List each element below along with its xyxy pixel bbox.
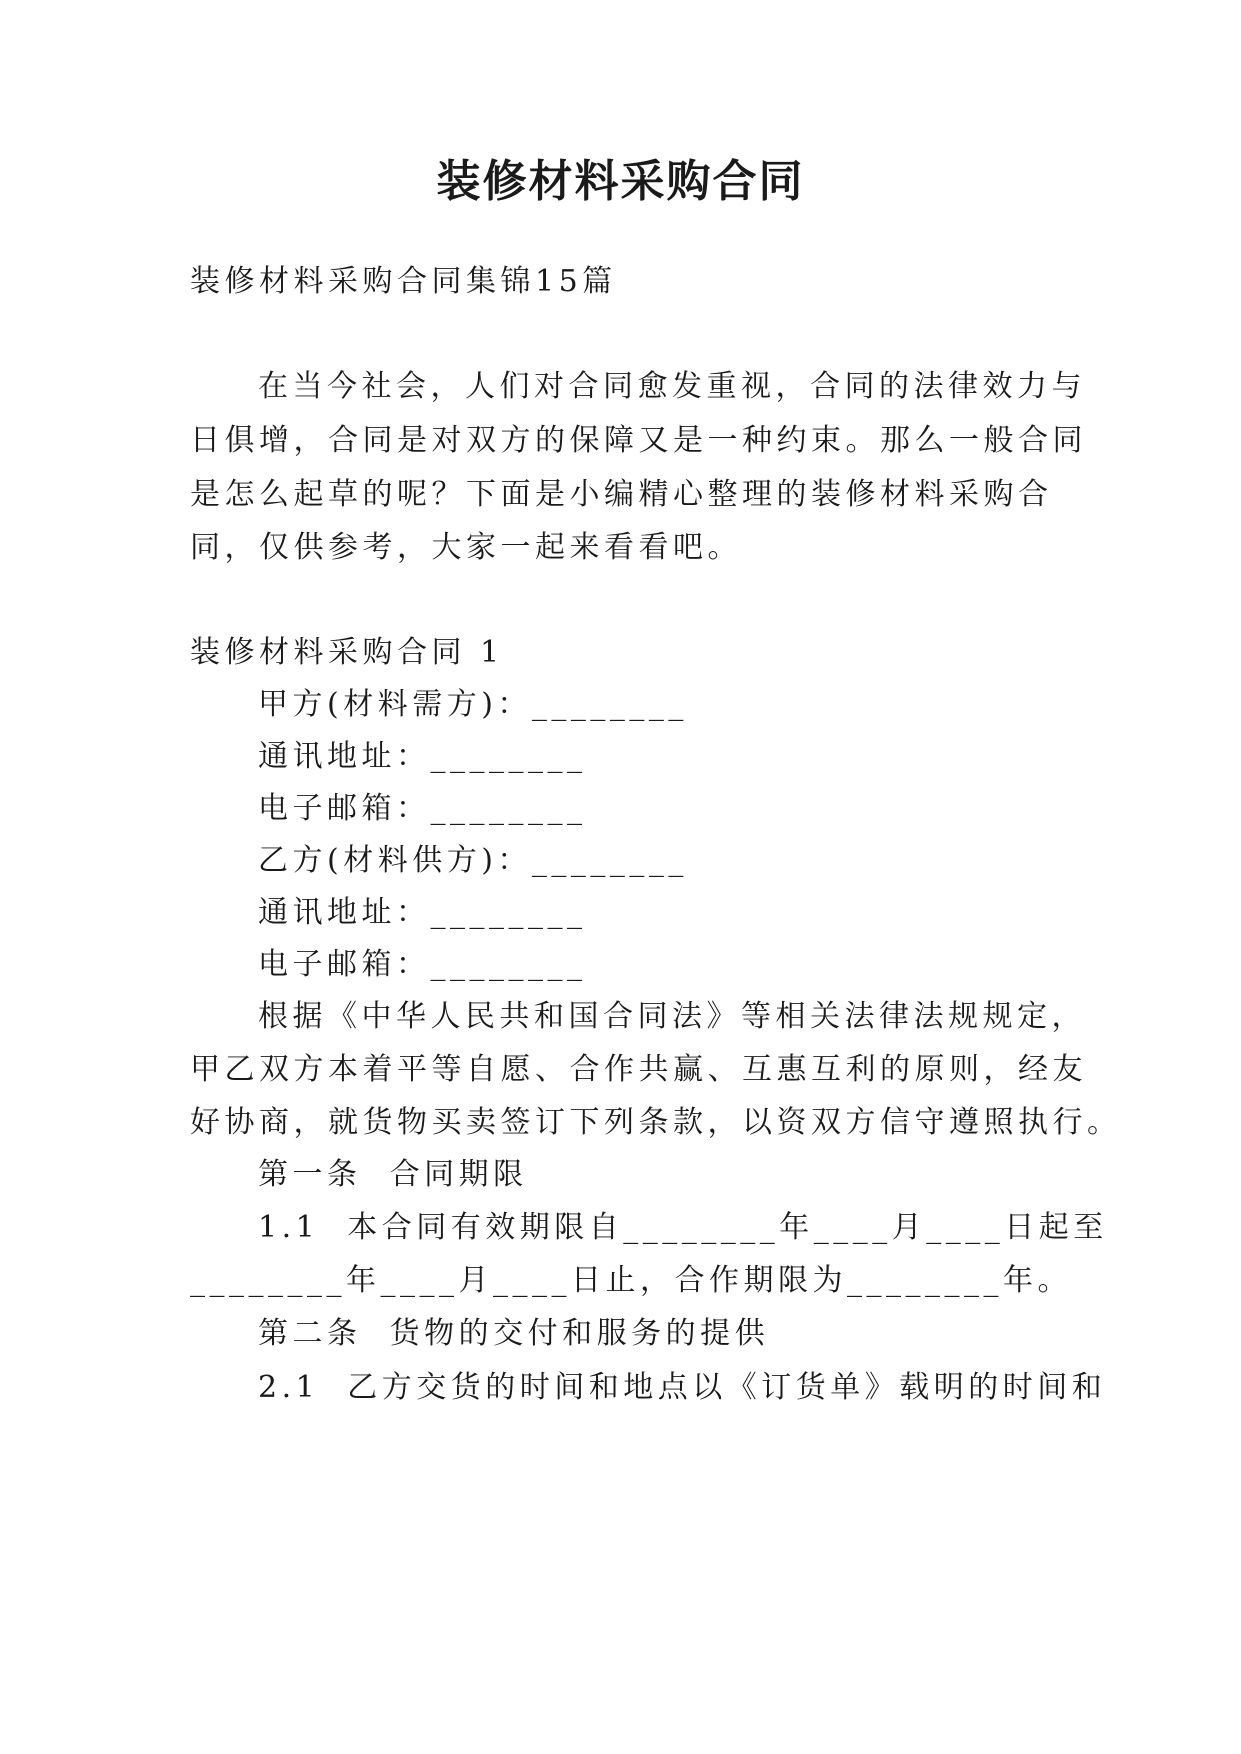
basis-line-3: 好协商，就货物买卖签订下列条款，以资双方信守遵照执行。 bbox=[190, 1105, 1122, 1140]
intro-line-2: 日俱增，合同是对双方的保障又是一种约束。那么一般合同 bbox=[190, 423, 1087, 458]
party-a-email: 电子邮箱：________ bbox=[258, 791, 587, 826]
party-a-address: 通讯地址：________ bbox=[258, 739, 587, 774]
basis-line-1: 根据《中华人民共和国合同法》等相关法律法规规定， bbox=[258, 999, 1086, 1034]
article-2-title: 第二条 货物的交付和服务的提供 bbox=[258, 1316, 770, 1351]
article-1-1-line-1: 1.1 本合同有效期限自________年____月____日起至 bbox=[258, 1210, 1108, 1245]
document-title: 装修材料采购合同 bbox=[436, 156, 805, 207]
document-subtitle: 装修材料采购合同集锦15篇 bbox=[190, 264, 617, 299]
intro-line-4: 同，仅供参考，大家一起来看看吧。 bbox=[190, 530, 742, 565]
party-b-address: 通讯地址：________ bbox=[258, 895, 587, 930]
intro-line-3: 是怎么起草的呢？下面是小编精心整理的装修材料采购合 bbox=[190, 477, 1053, 512]
party-b-email: 电子邮箱：________ bbox=[258, 947, 587, 982]
article-1-title: 第一条 合同期限 bbox=[258, 1157, 528, 1192]
basis-line-2: 甲乙双方本着平等自愿、合作共赢、互惠互利的原则，经友 bbox=[190, 1052, 1087, 1087]
section-heading: 装修材料采购合同 1 bbox=[190, 635, 504, 670]
party-a-line: 甲方(材料需方)：________ bbox=[258, 687, 688, 722]
intro-line-1: 在当今社会，人们对合同愈发重视，合同的法律效力与 bbox=[258, 369, 1086, 404]
party-b-line: 乙方(材料供方)：________ bbox=[258, 843, 688, 878]
article-2-1-line-1: 2.1 乙方交货的时间和地点以《订货单》载明的时间和 bbox=[258, 1370, 1107, 1405]
article-1-1-line-2: ________年____月____日止，合作期限为________年。 bbox=[190, 1263, 1072, 1298]
